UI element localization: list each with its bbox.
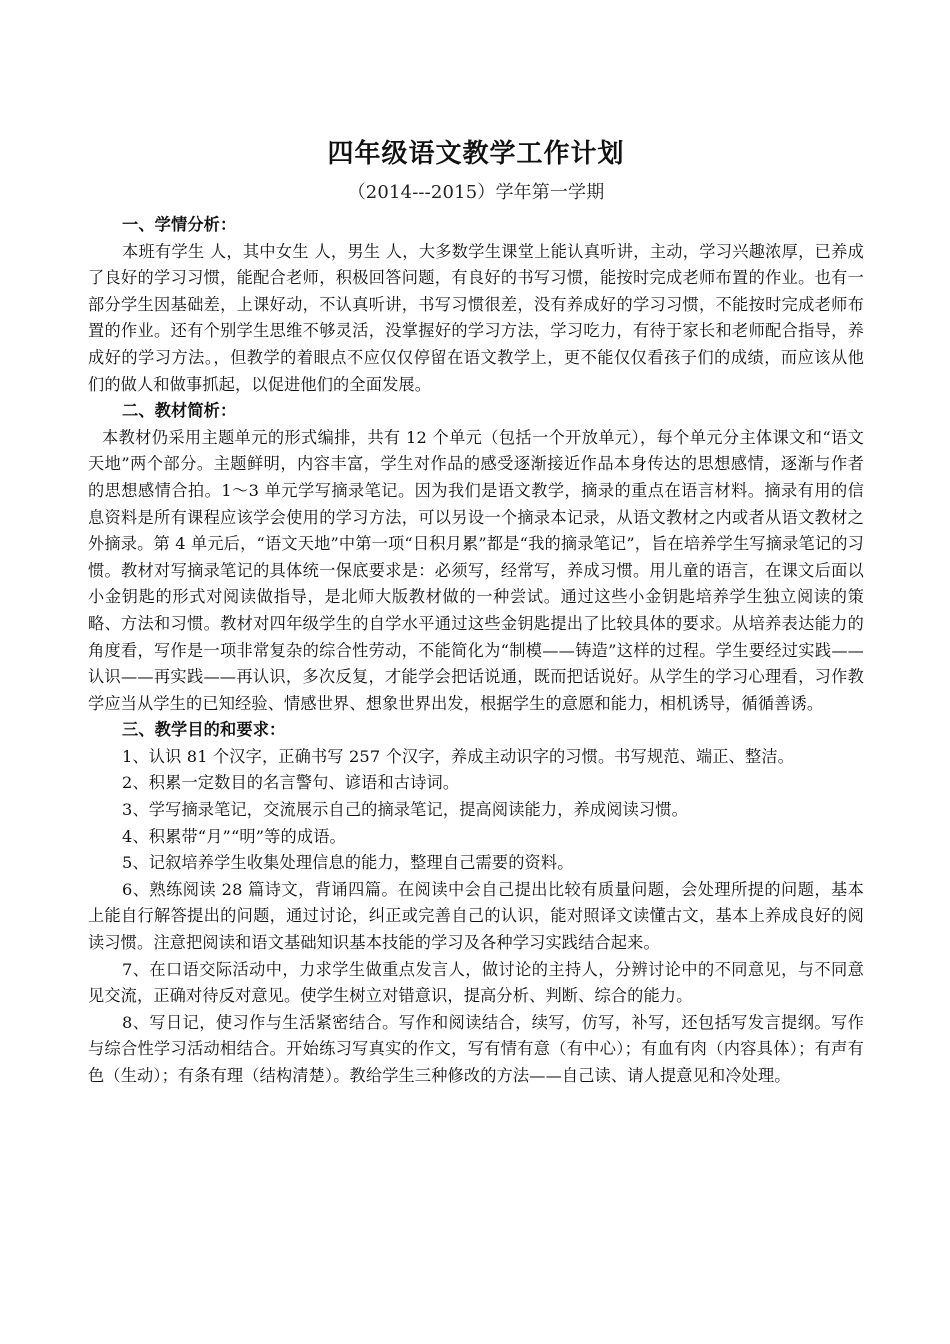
paragraph-textbook-analysis: 本教材仍采用主题单元的形式编排，共有 12 个单元（包括一个开放单元），每个单元分主体课文和“语文天地”两个部分。主题鲜明，内容丰富，学生对作品的感受逐渐接近作品本身传达的思想感情，逐渐与作者的思想感情合拍。1～3 单元学写摘录笔记。因为我们是语文教学，摘录的重点在语言材料。摘录有用的信息资料是所有课程应该学会使用的学习方法，可以另设一个摘录本记录，从语文教材之内或者从语文教材之外摘录。第 4 单元后，“语文天地”中第一项“日积月累”都是“我的摘录笔记”，旨在培养学生写摘录笔记的习惯。教材对写摘录笔记的具体统一保底要求是：必须写，经常写，养成习惯。用儿童的语言，在课文后面以小金钥匙的形式对阅读做指导，是北师大版教材做的一种尝试。通过这些小金钥匙培养学生独立阅读的策略、方法和习惯。教材对四年级学生的自学水平通过这些金钥匙提出了比较具体的要求。从培养表达能力的角度看，写作是一项非常复杂的综合性劳动，不能简化为“制模——铸造”这样的过程。学生要经过实践——认识——再实践——再认识，多次反复，才能学会把话说通，既而把话说好。从学生的学习心理看，习作教学应当从学生的已知经验、情感世界、想象世界出发，根据学生的意愿和能力，相机诱导，循循善诱。 (88, 427, 864, 713)
section-heading-student-analysis: 一、学情分析： (122, 215, 237, 234)
document-title: 四年级语文教学工作计划 (327, 139, 625, 169)
list-item-goal-3: 3、学写摘录笔记，交流展示自己的摘录笔记，提高阅读能力，养成阅读习惯。 (122, 800, 688, 820)
list-item-goal-4: 4、积累带“月”“明”等的成语。 (122, 826, 346, 846)
section-heading-teaching-goals: 三、教学目的和要求： (122, 720, 286, 740)
list-item-goal-5: 5、记叙培养学生收集处理信息的能力，整理自己需要的资料。 (122, 853, 574, 873)
paragraph-student-analysis: 本班有学生 人，其中女生 人，男生 人，大多数学生课堂上能认真听讲，主动，学习兴趣浓厚，已养成了良好的学习习惯，能配合老师，积极回答问题，有良好的书写习惯，能按时完成老师布置的作业。也有一部分学生因基础差，上课好动，不认真听讲，书写习惯很差，没有养成好的学习习惯，不能按时完成老师布置的作业。还有个别学生思维不够灵活，没掌握好的学习方法，学习吃力，有待于家长和老师配合指导，养成好的学习方法。，但教学的着眼点不应仅仅停留在语文教学上，更不能仅仅看孩子们的成绩，而应该从他们的做人和做事抓起，以促进他们的全面发展。 (88, 241, 864, 394)
list-item-goal-8: 8、写日记，使习作与生活紧密结合。写作和阅读结合，续写，仿写，补写，还包括写发言提纲。写作与综合性学习活动相结合。开始练习写真实的作文，写有情有意（有中心）；有血有肉（内容具体）；有声有色（生动）；有条有理（结构清楚）。教给学生三种修改的方法——自己读、请人提意见和冷处理。 (88, 1012, 864, 1085)
list-item-goal-2: 2、积累一定数目的名言警句、谚语和古诗词。 (122, 773, 460, 793)
list-item-goal-1: 1、认识 81 个汉字，正确书写 257 个汉字，养成主动识字的习惯。书写规范、端正、整洁。 (122, 746, 795, 766)
section-heading-textbook-analysis: 二、教材简析： (122, 401, 237, 421)
document-body (88, 128, 864, 1090)
list-item-goal-6: 6、熟练阅读 28 篇诗文，背诵四篇。在阅读中会自己提出比较有质量问题，会处理所提的问题，基本上能自行解答提出的问题，通过讨论，纠正或完善自己的认识，能对照译文读懂古文，基本上养成良好的阅读习惯。注意把阅读和语文基础知识基本技能的学习及各种学习实践结合起来。 (88, 879, 864, 953)
document-subtitle: （2014---2015）学年第一学期 (347, 182, 605, 203)
list-item-goal-7: 7、在口语交际活动中，力求学生做重点发言人，做讨论的主持人，分辨讨论中的不同意见，与不同意见交流，正确对待反对意见。使学生树立对错意识，提高分析、判断、综合的能力。 (88, 959, 864, 1006)
